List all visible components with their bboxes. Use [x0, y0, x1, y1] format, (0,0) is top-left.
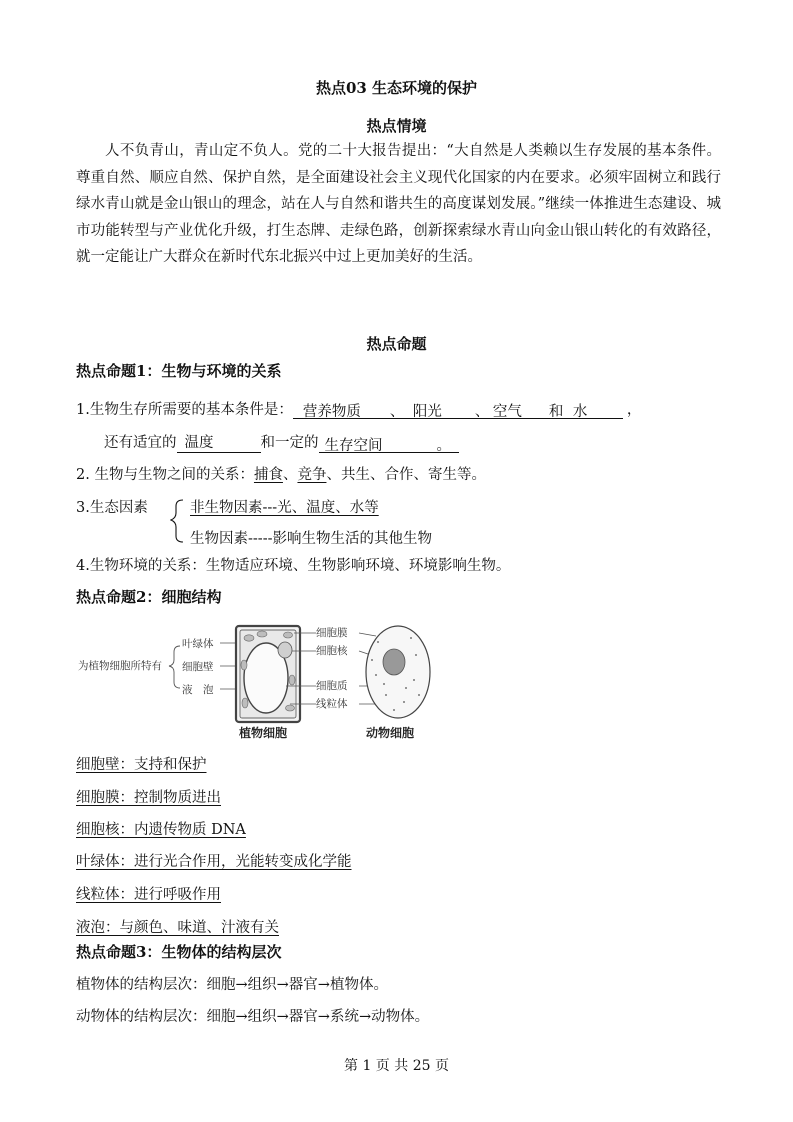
- topic1-item2: [76, 463, 486, 484]
- animal-structure-levels: 动物体的结构层次：细胞→组织→器官→系统→动物体。: [76, 1009, 430, 1025]
- fact-mitochondria: 线粒体：进行呼吸作用: [76, 887, 221, 903]
- item1-line2-a: 还有适宜的: [104, 435, 177, 451]
- item2-rest: 、共生、合作、寄生等。: [326, 467, 486, 483]
- item1-answer-temperature: 温度: [177, 431, 261, 453]
- plant-cell-diagram: [236, 626, 300, 722]
- figure-label-cytoplasm: 细胞质: [316, 680, 348, 692]
- figure-label-plant-specific: 为植物细胞所特有: [78, 660, 162, 672]
- item1-answer-air: 空气: [492, 404, 522, 420]
- item2-sep: 、: [282, 467, 298, 483]
- item1-and: 和: [548, 404, 564, 420]
- fact-vacuole: 液泡：与颜色、味道、汁液有关: [76, 920, 279, 936]
- item3-brace-icon: [170, 498, 186, 544]
- item3-bio-factors: 生物因素-----影响生物生活的其他生物: [190, 531, 432, 547]
- page-title: 热点03 生态环境的保护: [315, 79, 478, 97]
- item1-answer-sunlight: 阳光: [412, 404, 442, 420]
- fact-chloroplast: 叶绿体：进行光合作用，光能转变成化学能: [76, 854, 352, 870]
- topic1-item4: 4.生物环境的关系：生物适应环境、生物影响环境、环境影响生物。: [76, 558, 511, 574]
- item1-period: 。: [436, 438, 451, 454]
- topic1-heading: 热点命题1：生物与环境的关系: [76, 362, 282, 380]
- figure-label-nucleus: 细胞核: [316, 645, 348, 657]
- topic1-item1-line2: [104, 431, 459, 453]
- figure-caption-animal: 动物细胞: [366, 726, 415, 740]
- fact-cell-wall: 细胞壁：支持和保护: [76, 757, 207, 773]
- item1-line2-b: 和一定的: [260, 435, 319, 451]
- figure-label-mitochondria: 线粒体: [316, 698, 348, 710]
- item1-sep1: 、: [389, 404, 405, 420]
- animal-cell-diagram: [366, 626, 430, 718]
- item1-prefix: 1.生物生存所需要的基本条件是：: [76, 402, 293, 418]
- context-paragraph: 人不负青山，青山定不负人。党的二十大报告提出：“大自然是人类赖以生存发展的基本条件。尊重自然、顺应自然、保护自然，是全面建设社会主义现代化国家的内在要求。必须牢固树立和践行绿水青山就是金山银山的理念，站在人与自然和谐共生的高度谋划发展。”继续一体推进生态建设、城市功能转型与产业优化升级，打生态牌、走绿色路，创新探索绿水青山向金山银山转化的有效路径，就一定能让广大群众在新时代东北振兴中过上更加美好的生活。: [76, 143, 721, 265]
- item2-answer-competition: 竞争: [297, 467, 327, 483]
- figure-label-chloroplast: 叶绿体: [182, 638, 214, 650]
- item2-answer-predation: 捕食: [253, 467, 283, 483]
- figure-caption-plant: 植物细胞: [239, 726, 288, 740]
- item1-answer-space: 生存空间: [324, 438, 383, 454]
- fact-cell-membrane: 细胞膜：控制物质进出: [76, 790, 221, 806]
- section-heading-context: 热点情境: [366, 117, 427, 135]
- page-footer: 第 1 页 共 25 页: [344, 1058, 449, 1074]
- topic1-item1: [76, 398, 641, 419]
- topic3-heading: 热点命题3：生物体的结构层次: [76, 943, 282, 961]
- item1-answer-blank: [293, 400, 623, 419]
- section-heading-topics: 热点命题: [366, 335, 427, 353]
- item1-answer-nutrients: 营养物质: [302, 404, 361, 420]
- topic1-item3-label: 3.生态因素: [76, 500, 148, 516]
- topic2-heading: 热点命题2：细胞结构: [76, 588, 222, 606]
- plant-structure-levels: 植物体的结构层次：细胞→组织→器官→植物体。: [76, 977, 388, 993]
- figure-brace-icon: [169, 646, 180, 688]
- item2-prefix: 2. 生物与生物之间的关系：: [76, 467, 254, 483]
- item1-sep2: 、: [474, 404, 490, 420]
- item1-answer-water: 水: [572, 404, 588, 420]
- item1-answer-space-blank: [319, 434, 459, 453]
- figure-label-membrane: 细胞膜: [316, 627, 348, 639]
- fact-nucleus: 细胞核：内遗传物质 DNA: [76, 822, 246, 838]
- figure-label-vacuole: 液 泡: [182, 684, 214, 696]
- item1-comma: ，: [626, 402, 642, 418]
- cell-structure-figure: [76, 620, 436, 742]
- item3-nonbio-factors: 非生物因素---光、温度、水等: [190, 500, 379, 516]
- figure-label-cell-wall: 细胞壁: [182, 661, 214, 673]
